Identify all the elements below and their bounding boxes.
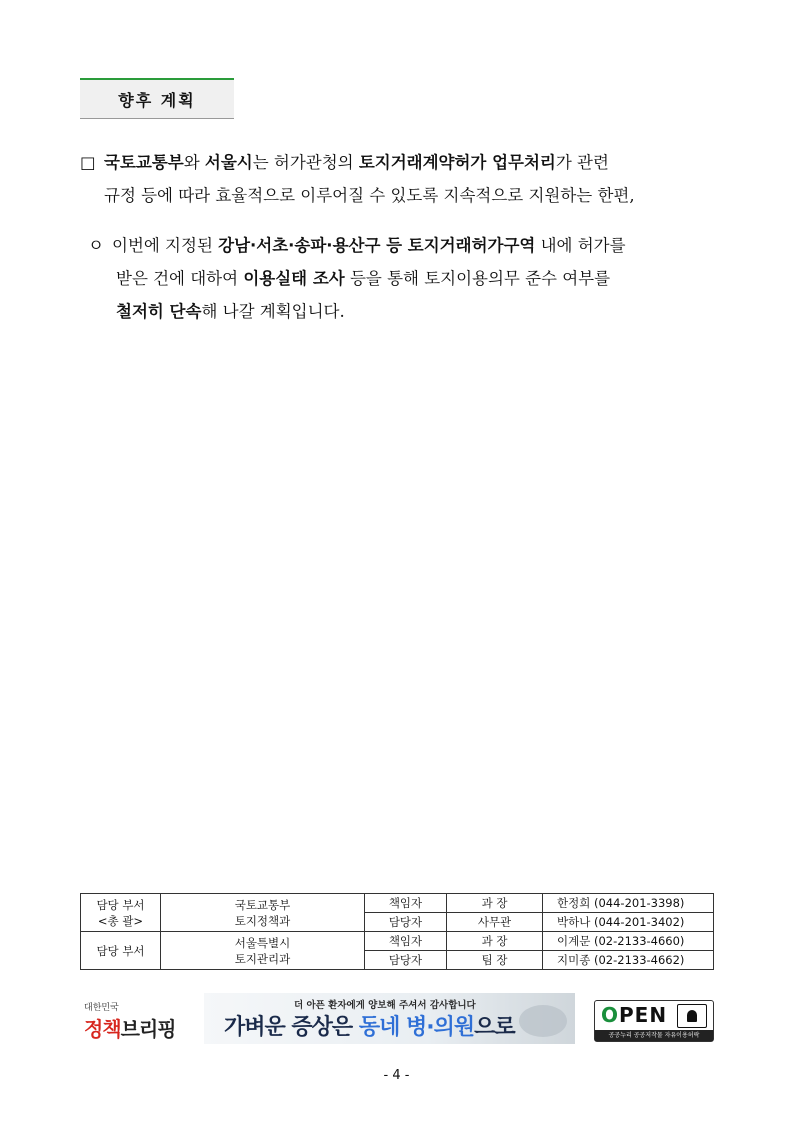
role-cell: 책임자: [365, 894, 447, 913]
table-row: [81, 932, 714, 951]
attribution-person-icon: [677, 1004, 707, 1028]
dept-cell: 담당 부서: [81, 932, 161, 970]
campaign-banner: 더 아픈 환자에게 양보해 주셔서 감사합니다 가벼운 증상은 동네 병·의원으로: [204, 993, 575, 1044]
paragraph-1: □ 국토교통부와 서울시는 허가관청의 토지거래계약허가 업무처리가 관련 규정 등에 따라 효율적으로 이루어질 수 있도록 지속적으로 지원하는 한편,: [80, 146, 730, 212]
title-cell: 사무관: [447, 913, 543, 932]
circle-bullet: ㅇ: [88, 236, 104, 255]
title-cell: 과 장: [447, 894, 543, 913]
role-cell: 담당자: [365, 913, 447, 932]
title-cell: 팀 장: [447, 951, 543, 970]
org-cell: 서울특별시 토지관리과: [161, 932, 365, 970]
role-cell: 책임자: [365, 932, 447, 951]
section-title: 향후 계획: [80, 78, 234, 119]
contact-name-cell: 지미종 (02-2133-4662): [543, 951, 714, 970]
contact-name-cell: 이계문 (02-2133-4660): [543, 932, 714, 951]
contact-name-cell: 박하나 (044-201-3402): [543, 913, 714, 932]
table-row: [81, 894, 714, 913]
paragraph-2: ㅇ 이번에 지정된 강남·서초·송파·용산구 등 토지거래허가구역 내에 허가를 받은 건에 대하여 이용실태 조사 등을 통해 토지이용의무 준수 여부를 철저히 단속해 나갈 계획입니다.: [88, 229, 730, 328]
hand-illustration-icon: [519, 1005, 567, 1037]
square-bullet: □: [80, 153, 96, 172]
dept-cell: 담당 부서 <총 괄>: [81, 894, 161, 932]
role-cell: 담당자: [365, 951, 447, 970]
policy-briefing-logo: 대한민국 정책브리핑: [84, 1003, 176, 1041]
contact-table: [80, 893, 714, 970]
title-cell: 과 장: [447, 932, 543, 951]
contact-name-cell: 한정희 (044-201-3398): [543, 894, 714, 913]
org-cell: 국토교통부 토지정책과: [161, 894, 365, 932]
kogl-open-badge: OPEN 공공누리 공공저작물 자유이용허락: [594, 1000, 714, 1042]
page-number: - 4 -: [383, 1068, 410, 1083]
